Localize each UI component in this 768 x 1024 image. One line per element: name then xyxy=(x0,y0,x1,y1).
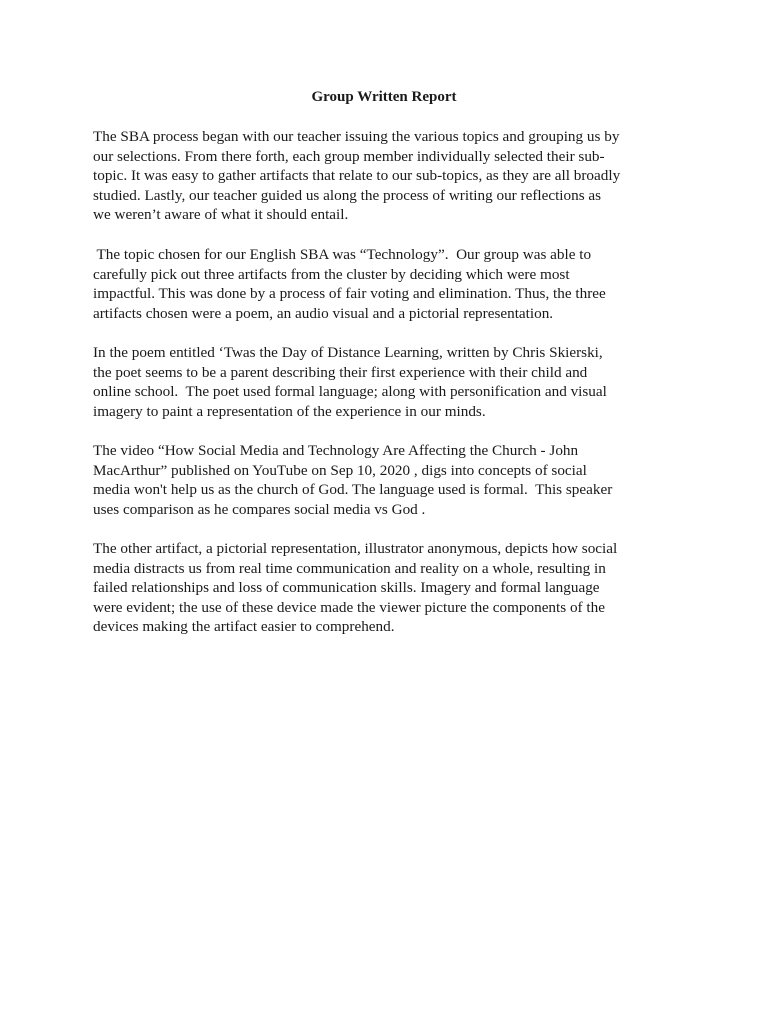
text-line: topic. It was easy to gather artifacts that relate to our sub-topics, as they are all broadly xyxy=(93,167,621,185)
text-line: The SBA process began with our teacher issuing the various topics and grouping us by xyxy=(93,128,620,145)
text-line: The other artifact, a pictorial representation, illustrator anonymous, depicts how social xyxy=(93,540,618,557)
paragraph-poem-artifact xyxy=(93,343,607,421)
text-line: The video “How Social Media and Technology Are Affecting the Church - John xyxy=(93,442,579,459)
text-line: studied. Lastly, our teacher guided us along the process of writing our reflections as xyxy=(93,186,602,204)
text-line: artifacts chosen were a poem, an audio visual and a pictorial representation. xyxy=(93,304,554,322)
text-line: we weren’t aware of what it should entail. xyxy=(93,206,349,224)
text-line: failed relationships and loss of communication skills. Imagery and formal language xyxy=(93,579,600,597)
text-line: The topic chosen for our English SBA was “Technology”. Our group was able to xyxy=(93,246,592,263)
document-title: Group Written Report xyxy=(311,89,457,105)
text-line: the poet seems to be a parent describing their first experience with their child and xyxy=(93,363,588,381)
paragraph-sba-process xyxy=(93,127,620,225)
text-line: carefully pick out three artifacts from the cluster by deciding which were most xyxy=(93,265,570,283)
text-line: uses comparison as he compares social media vs God . xyxy=(93,500,426,518)
text-line: media won't help us as the church of God. The language used is formal. This speaker xyxy=(93,481,613,499)
paragraph-pictorial-artifact xyxy=(93,539,617,637)
text-line: In the poem entitled ‘Twas the Day of Distance Learning, written by Chris Skierski, xyxy=(93,344,603,361)
text-line: our selections. From there forth, each group member individually selected their sub- xyxy=(93,147,605,165)
paragraph-topic-chosen xyxy=(93,245,606,323)
text-line: were evident; the use of these device made the viewer picture the components of the xyxy=(93,598,605,616)
text-line: online school. The poet used formal language; along with personification and visual xyxy=(93,383,607,401)
text-line: devices making the artifact easier to comprehend. xyxy=(93,618,395,636)
text-line: imagery to paint a representation of the experience in our minds. xyxy=(93,402,486,420)
text-line: impactful. This was done by a process of fair voting and elimination. Thus, the three xyxy=(93,285,606,303)
text-line: media distracts us from real time communication and reality on a whole, resulting in xyxy=(93,559,606,577)
paragraph-video-artifact xyxy=(93,441,612,519)
text-line: MacArthur” published on YouTube on Sep 10, 2020 , digs into concepts of social xyxy=(93,461,587,479)
